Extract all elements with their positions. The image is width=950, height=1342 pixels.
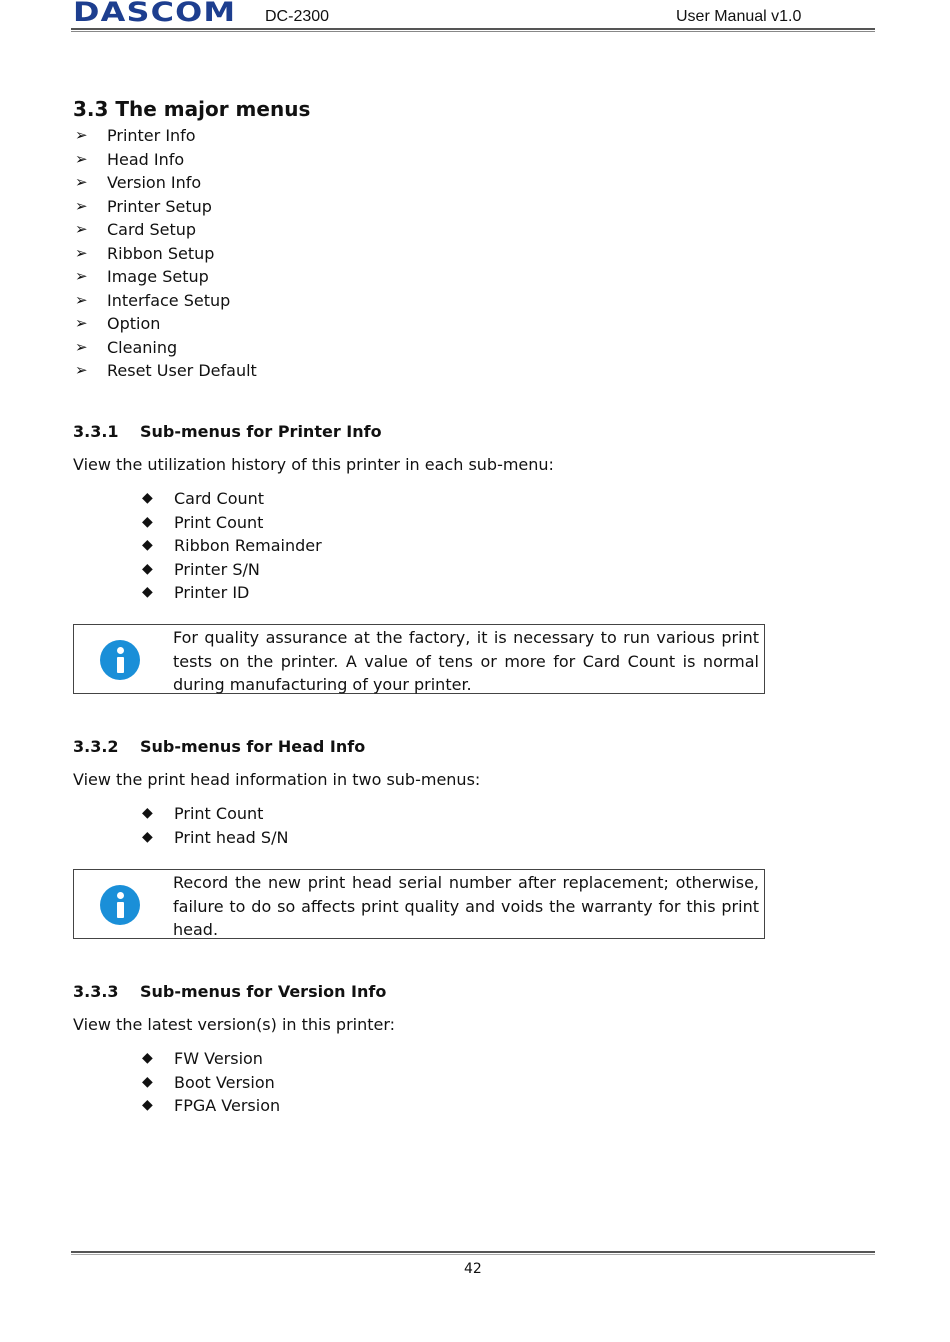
list-item: [142, 581, 322, 605]
header-divider-thin: [71, 31, 875, 32]
arrow-bullet-icon: ➢: [75, 173, 88, 191]
list-item-label: Printer Info: [107, 126, 196, 145]
list-item-label: Card Setup: [107, 220, 197, 239]
arrow-bullet-icon: ➢: [75, 126, 88, 144]
info-icon: [100, 885, 140, 925]
list-item: [142, 826, 288, 850]
arrow-bullet-icon: ➢: [75, 149, 88, 168]
diamond-bullet-icon: ◆: [142, 537, 153, 553]
note-text: Record the new print head serial number after replacement; otherwise, failure to do so affects print quality and voids the warranty for this print head.: [173, 873, 759, 939]
list-item-label: Print head S/N: [174, 827, 289, 847]
subsection-number: 3.3.1: [73, 422, 119, 441]
list-item: [73, 218, 257, 242]
list-item: [73, 148, 257, 172]
list-item: [142, 487, 322, 511]
list-item: [73, 265, 257, 289]
diamond-bullet-icon: ◆: [142, 490, 153, 506]
subsection-intro: View the print head information in two sub-menus:: [73, 770, 481, 789]
version-info-submenu-list: [142, 1047, 280, 1118]
arrow-bullet-icon: ➢: [75, 243, 88, 262]
subsection-number: 3.3.2: [73, 737, 119, 756]
footer-divider-thin: [71, 1254, 875, 1255]
list-item: [73, 359, 257, 383]
list-item: [142, 1094, 280, 1118]
list-item-label: Cleaning: [107, 337, 178, 357]
list-item-label: Interface Setup: [107, 290, 231, 310]
diamond-bullet-icon: ◆: [142, 1097, 153, 1113]
list-item-label: Printer Setup: [107, 196, 212, 216]
list-item-label: Boot Version: [174, 1072, 275, 1092]
list-item: [73, 312, 257, 336]
arrow-bullet-icon: ➢: [75, 196, 88, 215]
list-item-label: Print Count: [174, 804, 264, 823]
diamond-bullet-icon: ◆: [142, 513, 153, 530]
subsection-title: Sub-menus for Printer Info: [140, 422, 382, 441]
major-menu-list: [73, 124, 257, 383]
list-item-label: Option: [107, 314, 161, 333]
arrow-bullet-icon: ➢: [75, 290, 88, 309]
list-item: [73, 289, 257, 313]
subsection-heading-printer-info: [73, 422, 382, 441]
list-item: [142, 558, 322, 582]
list-item: [73, 195, 257, 219]
list-item-label: FPGA Version: [174, 1096, 281, 1115]
list-item: [142, 534, 322, 558]
arrow-bullet-icon: ➢: [75, 361, 88, 379]
diamond-bullet-icon: ◆: [142, 828, 153, 845]
subsection-title: Sub-menus for Version Info: [140, 982, 387, 1001]
list-item: [142, 802, 288, 826]
list-item-label: Ribbon Setup: [107, 243, 215, 263]
list-item-label: Image Setup: [107, 267, 209, 286]
arrow-bullet-icon: ➢: [75, 337, 88, 356]
header-divider: [71, 28, 875, 30]
list-item: [73, 124, 257, 148]
subsection-heading-version-info: [73, 982, 386, 1001]
list-item-label: Ribbon Remainder: [174, 536, 322, 555]
subsection-intro: View the utilization history of this printer in each sub-menu:: [73, 455, 554, 474]
list-item: [142, 511, 322, 535]
subsection-number: 3.3.3: [73, 982, 119, 1001]
arrow-bullet-icon: ➢: [75, 220, 88, 238]
diamond-bullet-icon: ◆: [142, 1050, 153, 1066]
note-box-card-count: [73, 624, 765, 694]
list-item-label: Printer ID: [174, 583, 250, 602]
arrow-bullet-icon: ➢: [75, 267, 88, 285]
list-item: [142, 1071, 280, 1095]
page-number: 42: [464, 1261, 482, 1277]
list-item-label: FW Version: [174, 1049, 263, 1068]
diamond-bullet-icon: ◆: [142, 560, 153, 577]
list-item-label: Version Info: [107, 173, 202, 192]
footer-divider: [71, 1251, 875, 1253]
list-item: [73, 336, 257, 360]
manual-version: User Manual v1.0: [676, 8, 802, 25]
diamond-bullet-icon: ◆: [142, 1073, 153, 1090]
list-item: [73, 242, 257, 266]
list-item-label: Printer S/N: [174, 559, 260, 579]
dascom-logo: DASCOM: [73, 0, 237, 28]
diamond-bullet-icon: ◆: [142, 584, 153, 600]
subsection-title: Sub-menus for Head Info: [140, 737, 366, 756]
model-name: DC-2300: [265, 8, 330, 25]
note-box-head-serial: [73, 869, 765, 939]
list-item-label: Head Info: [107, 149, 185, 169]
list-item: [73, 171, 257, 195]
list-item-label: Print Count: [174, 512, 264, 532]
printer-info-submenu-list: [142, 487, 322, 605]
list-item-label: Reset User Default: [107, 361, 257, 380]
head-info-submenu-list: [142, 802, 288, 849]
section-title: 3.3 The major menus: [73, 97, 311, 121]
arrow-bullet-icon: ➢: [75, 314, 88, 332]
list-item-label: Card Count: [174, 489, 265, 508]
subsection-heading-head-info: [73, 737, 365, 756]
info-icon: [100, 640, 140, 680]
note-text: For quality assurance at the factory, it is necessary to run various print tests on the printer. A value of tens or more for Card Count is normal during manufacturing of your printer.: [173, 628, 759, 694]
diamond-bullet-icon: ◆: [142, 805, 153, 821]
list-item: [142, 1047, 280, 1071]
subsection-intro: View the latest version(s) in this printer:: [73, 1015, 396, 1034]
